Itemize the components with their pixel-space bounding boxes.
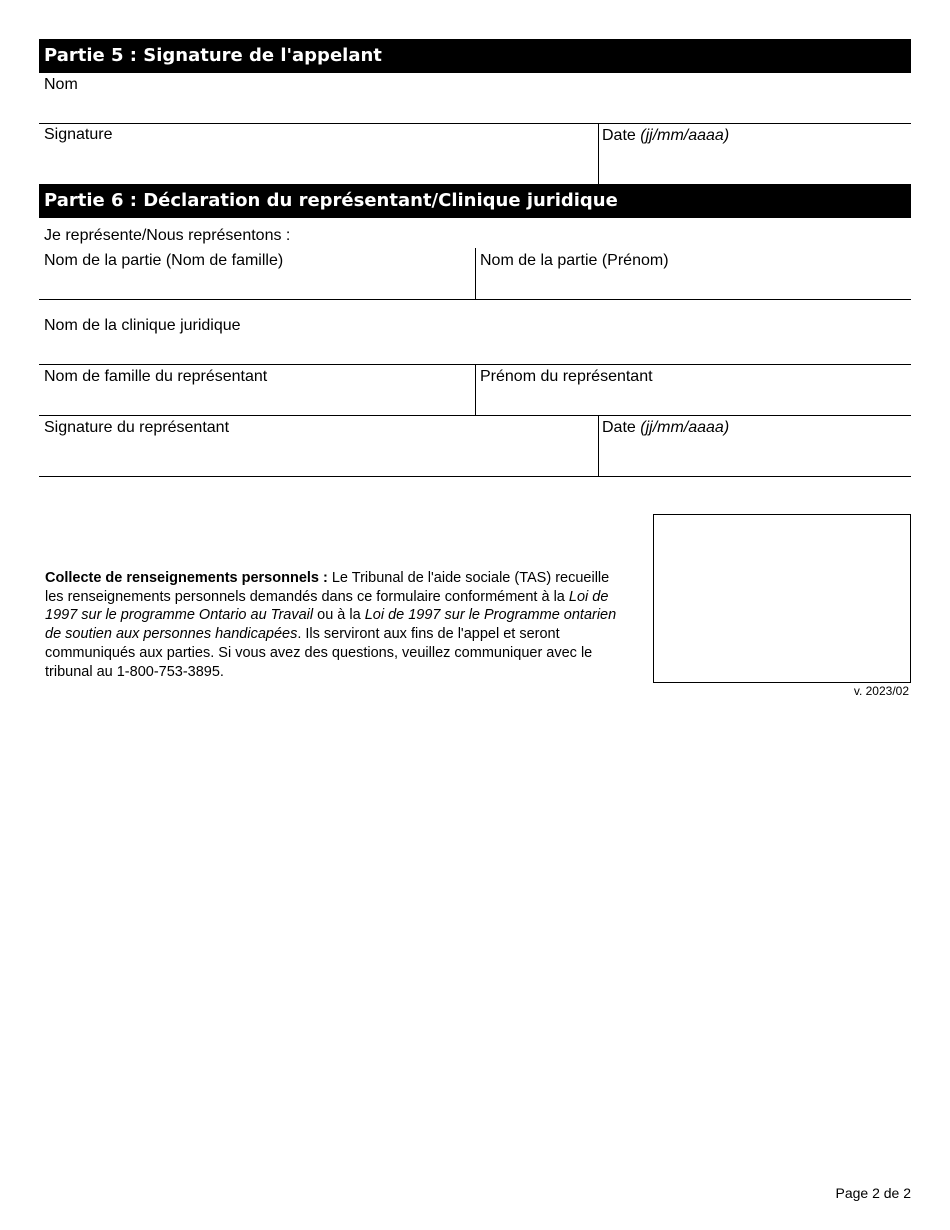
- representation-intro: Je représente/Nous représentons :: [44, 227, 291, 244]
- appellant-name-label: Nom: [44, 76, 78, 93]
- legal-clinic-label: Nom de la clinique juridique: [44, 317, 241, 334]
- law-odsp: Loi de 1997 sur le Programme ontarien de soutien aux personnes handicapées: [45, 607, 617, 643]
- date-label-text: Date: [602, 127, 636, 144]
- privacy-notice-text: ou à la: [313, 607, 365, 624]
- privacy-notice: [45, 569, 625, 681]
- party-first-name-label: Nom de la partie (Prénom): [480, 252, 669, 269]
- page-number: Page 2 de 2: [835, 1185, 911, 1201]
- appellant-signature-field[interactable]: [39, 124, 598, 184]
- rep-signature-label: Signature du représentant: [44, 419, 230, 436]
- law-ontario-works: Loi de 1997 sur le programme Ontario au Travail: [45, 588, 609, 624]
- rep-first-name-label: Prénom du représentant: [480, 368, 653, 385]
- privacy-notice-text: . Ils serviront aux fins de l'appel et seront communiqués aux parties. Si vous avez des questions, veuillez communiquer avec le tribunal au 1-800-753-3895.: [45, 626, 593, 680]
- appellant-date-label: [602, 126, 729, 146]
- privacy-notice-title: Collecte de renseignements personnels :: [45, 570, 328, 586]
- privacy-notice-text: Le Tribunal de l'aide sociale (TAS) recueille les renseignements personnels demandés dans ce formulaire conformément à la: [45, 570, 610, 605]
- date-format-hint: (jj/mm/aaaa): [640, 419, 730, 436]
- rep-last-name-label: Nom de famille du représentant: [44, 368, 268, 385]
- appellant-name-field[interactable]: [39, 73, 911, 123]
- rep-date-label: [602, 418, 729, 438]
- part5-heading: Partie 5 : Signature de l'appelant: [39, 39, 911, 73]
- office-use-box: [653, 514, 911, 683]
- form-version: v. 2023/02: [853, 684, 909, 698]
- divider: [39, 476, 911, 477]
- date-label-text: Date: [602, 419, 636, 436]
- date-format-hint: (jj/mm/aaaa): [640, 127, 730, 144]
- part6-heading: Partie 6 : Déclaration du représentant/Clinique juridique: [39, 184, 911, 218]
- party-last-name-label: Nom de la partie (Nom de famille): [44, 252, 284, 269]
- appellant-signature-label: Signature: [44, 126, 113, 143]
